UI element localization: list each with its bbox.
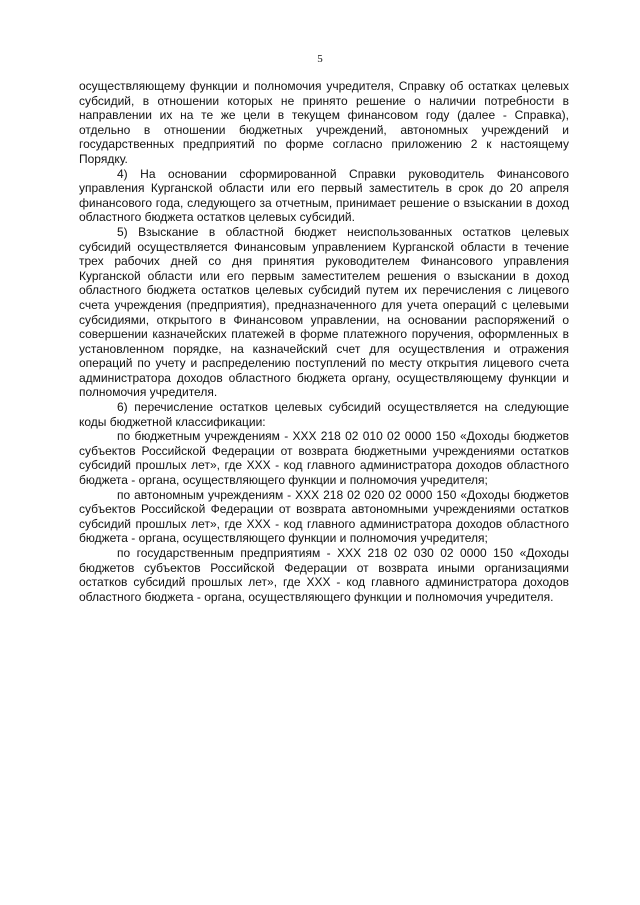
paragraph-item-6: 6) перечисление остатков целевых субсидий осуществляется на следующие коды бюджетной классификации:	[79, 400, 569, 429]
paragraph-item-5: 5) Взыскание в областной бюджет неиспользованных остатков целевых субсидий осуществляется Финансовым управлением Курганской области в течение трех рабочих дней со дня принятия руководителем Финансового управления Курганской области или его первым заместителем решения о взыскании в доход областного бюджета остатков целевых субсидий путем их перечисления с лицевого счета учреждения (предприятия), предназначенного для учета операций с целевыми субсидиями, открытого в Финансовом управлении, на основании распоряжений о совершении казначейских платежей в форме платежного поручения, оформленных в установленном порядке, на казначейский счет для осуществления и отражения операций по учету и распределению поступлений по месту открытия лицевого счета администратора доходов областного бюджета органу, осуществляющему функции и полномочия учредителя.	[79, 224, 569, 400]
document-body	[79, 79, 569, 604]
paragraph-budget-institutions: по бюджетным учреждениям - ХХХ 218 02 010 02 0000 150 «Доходы бюджетов субъектов Российской Федерации от возврата бюджетными учреждениями остатков субсидий прошлых лет», где ХХХ - код главного администратора доходов областного бюджета - органа, осуществляющего функции и полномочия учредителя;	[79, 429, 569, 488]
page-number: 5	[317, 53, 323, 65]
paragraph-autonomous-institutions: по автономным учреждениям - ХХХ 218 02 020 02 0000 150 «Доходы бюджетов субъектов Российской Федерации от возврата автономными учреждениями остатков субсидий прошлых лет», где ХХХ - код главного администратора доходов областного бюджета - органа, осуществляющего функции и полномочия учредителя;	[79, 487, 569, 546]
paragraph-state-enterprises: по государственным предприятиям - ХХХ 218 02 030 02 0000 150 «Доходы бюджетов субъектов Российской Федерации от возврата иными организациями остатков субсидий прошлых лет», где ХХХ - код главного администратора доходов областного бюджета - органа, осуществляющего функции и полномочия учредителя.	[79, 546, 569, 604]
paragraph-continuation: осуществляющему функции и полномочия учредителя, Справку об остатках целевых субсидий, в отношении которых не принято решение о наличии потребности в направлении их на те же цели в текущем финансовом году (далее - Справка), отдельно в отношении бюджетных учреждений, автономных учреждений и государственных предприятий по форме согласно приложению 2 к настоящему Порядку.	[79, 79, 569, 166]
paragraph-item-4: 4) На основании сформированной Справки руководитель Финансового управления Курганской области или его первый заместитель в срок до 20 апреля финансового года, следующего за отчетным, принимает решение о взыскании в доход областного бюджета остатков целевых субсидий.	[79, 166, 569, 225]
